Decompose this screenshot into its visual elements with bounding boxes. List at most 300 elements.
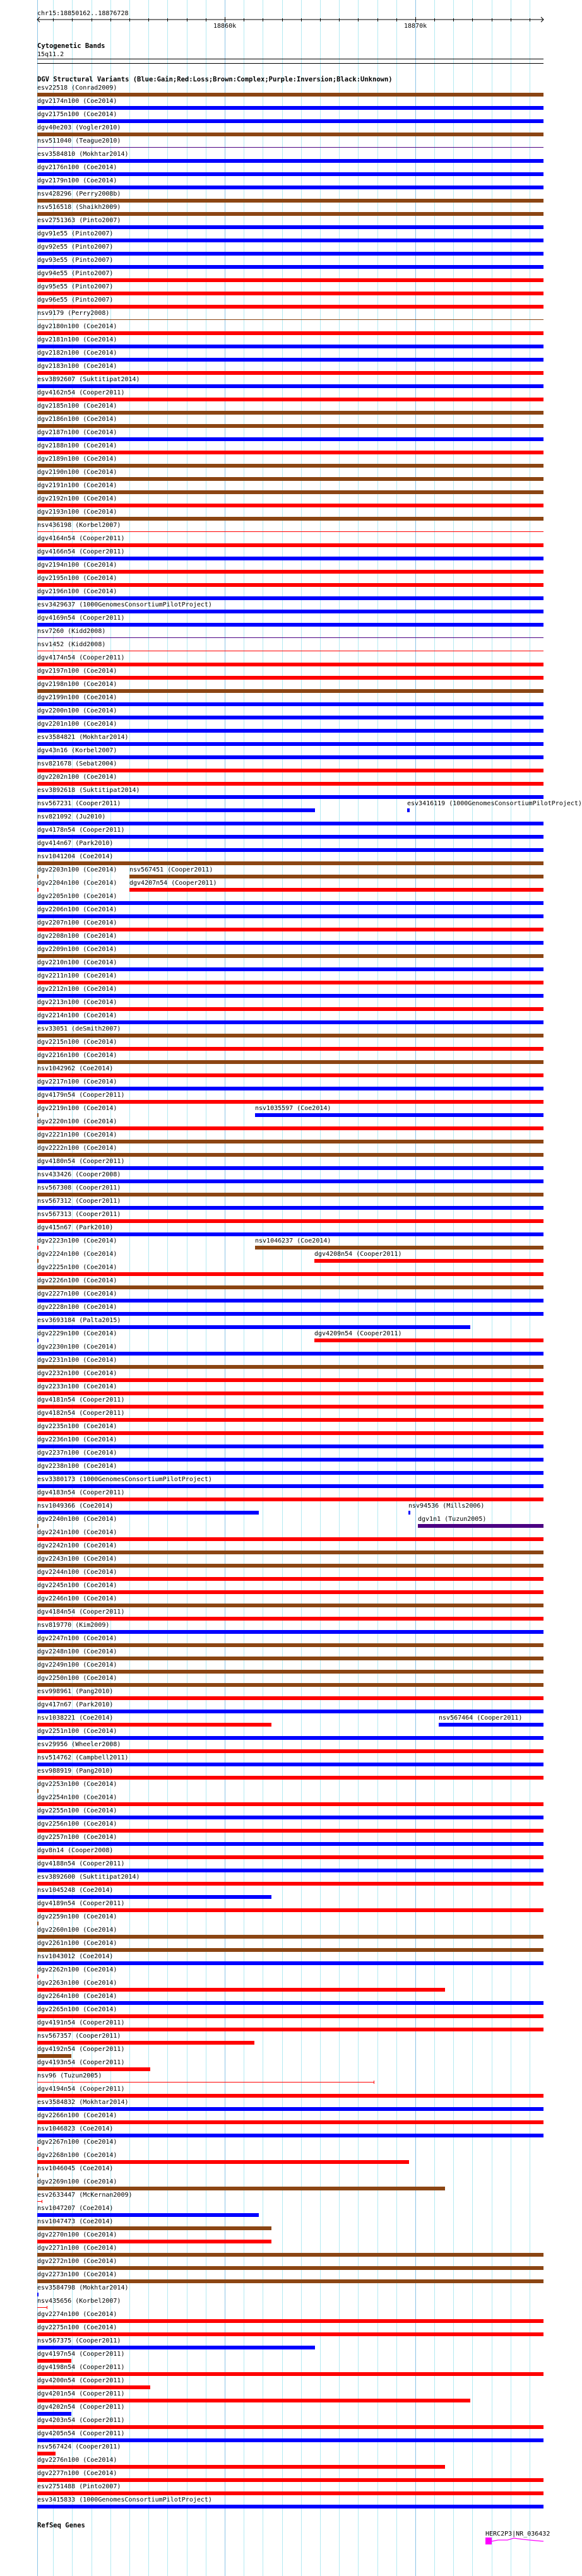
variant-label[interactable]: esv29956 (Wheeler2008) — [37, 1741, 121, 1748]
variant-bar[interactable] — [37, 1590, 543, 1594]
variant-label[interactable]: dgv4209n54 (Cooper2011) — [314, 1330, 402, 1337]
variant-bar[interactable] — [37, 676, 543, 680]
variant-bar[interactable] — [37, 531, 543, 532]
variant-bar[interactable] — [37, 901, 543, 905]
variant-bar[interactable] — [37, 265, 543, 269]
variant-label[interactable]: dgv2268n100 (Coe2014) — [37, 2152, 117, 2159]
variant-bar[interactable] — [37, 1895, 271, 1899]
variant-label[interactable]: esv22518 (Conrad2009) — [37, 85, 117, 92]
variant-bar[interactable] — [37, 1683, 543, 1687]
variant-bar[interactable] — [37, 1246, 39, 1250]
variant-bar[interactable] — [37, 2107, 543, 2111]
variant-label[interactable]: dgv2193n100 (Coe2014) — [37, 509, 117, 516]
variant-bar[interactable] — [37, 596, 543, 600]
variant-label[interactable]: esv2751488 (Pinto2007) — [37, 2483, 121, 2490]
variant-label[interactable]: dgv2224n100 (Coe2014) — [37, 1251, 117, 1258]
variant-bar[interactable] — [37, 2187, 445, 2190]
variant-bar[interactable] — [37, 1604, 543, 1607]
variant-bar[interactable] — [37, 2319, 543, 2323]
variant-bar[interactable] — [37, 199, 543, 203]
variant-label[interactable]: dgv2271n100 (Coe2014) — [37, 2245, 117, 2252]
variant-label[interactable]: nsv516518 (Shaikh2009) — [37, 204, 121, 211]
variant-bar[interactable] — [37, 1087, 543, 1090]
variant-bar[interactable] — [37, 1696, 543, 1700]
variant-label[interactable]: nsv567464 (Cooper2011) — [439, 1715, 523, 1722]
variant-label[interactable]: dgv4208n54 (Cooper2011) — [314, 1251, 402, 1258]
variant-bar[interactable] — [129, 888, 543, 892]
variant-label[interactable]: dgv2264n100 (Coe2014) — [37, 1993, 117, 2000]
variant-bar[interactable] — [37, 1060, 543, 1064]
variant-bar[interactable] — [37, 2054, 71, 2058]
variant-label[interactable]: dgv4164n54 (Cooper2011) — [37, 535, 125, 542]
variant-bar[interactable] — [37, 1431, 543, 1435]
variant-label[interactable]: nsv514762 (Campbell2011) — [37, 1754, 129, 1761]
variant-label[interactable]: dgv4189n54 (Cooper2011) — [37, 1900, 125, 1907]
variant-bar[interactable] — [37, 954, 543, 958]
variant-label[interactable]: dgv2265n100 (Coe2014) — [37, 2006, 117, 2013]
variant-bar[interactable] — [37, 689, 543, 693]
variant-bar[interactable] — [37, 2293, 39, 2296]
variant-label[interactable]: nsv567424 (Cooper2011) — [37, 2443, 121, 2450]
variant-label[interactable]: nsv1042962 (Coe2014) — [37, 1065, 114, 1072]
variant-label[interactable]: dgv2183n100 (Coe2014) — [37, 363, 117, 370]
variant-label[interactable]: dgv2225n100 (Coe2014) — [37, 1264, 117, 1271]
variant-label[interactable]: dgv4197n54 (Cooper2011) — [37, 2351, 125, 2358]
variant-bar[interactable] — [37, 1391, 543, 1395]
variant-label[interactable]: esv3584810 (Mokhtar2014) — [37, 151, 129, 158]
variant-bar[interactable] — [37, 1975, 39, 1978]
variant-label[interactable]: dgv2189n100 (Coe2014) — [37, 456, 117, 463]
variant-label[interactable]: dgv415n67 (Park2010) — [37, 1224, 114, 1231]
variant-bar[interactable] — [37, 941, 543, 945]
variant-label[interactable]: esv3693184 (Palta2015) — [37, 1317, 121, 1324]
variant-bar[interactable] — [37, 835, 543, 839]
variant-label[interactable]: dgv2204n100 (Coe2014) — [37, 880, 117, 887]
variant-label[interactable]: dgv2202n100 (Coe2014) — [37, 774, 117, 781]
variant-label[interactable]: nsv96 (Tuzun2005) — [37, 2072, 102, 2079]
variant-bar[interactable] — [37, 2491, 543, 2495]
variant-bar[interactable] — [37, 1153, 543, 1157]
variant-label[interactable]: dgv4166n54 (Cooper2011) — [37, 548, 125, 555]
variant-label[interactable]: dgv2277n100 (Coe2014) — [37, 2470, 117, 2477]
variant-bar[interactable] — [37, 358, 543, 362]
variant-bar[interactable] — [37, 2359, 71, 2363]
variant-label[interactable]: dgv91e55 (Pinto2007) — [37, 230, 114, 237]
variant-label[interactable]: dgv2195n100 (Coe2014) — [37, 575, 117, 582]
variant-bar[interactable] — [37, 1445, 543, 1448]
variant-label[interactable]: esv2751363 (Pinto2007) — [37, 217, 121, 224]
variant-bar[interactable] — [37, 2266, 543, 2270]
variant-bar[interactable] — [37, 147, 543, 148]
variant-bar[interactable] — [37, 1259, 39, 1263]
variant-label[interactable]: dgv96e55 (Pinto2007) — [37, 297, 114, 304]
variant-bar[interactable] — [37, 1073, 543, 1077]
variant-bar[interactable] — [37, 1179, 543, 1183]
variant-label[interactable]: esv3584798 (Mokhtar2014) — [37, 2284, 129, 2291]
variant-bar[interactable] — [37, 742, 543, 746]
variant-label[interactable]: nsv567312 (Cooper2011) — [37, 1198, 121, 1205]
variant-bar[interactable] — [37, 1020, 543, 1024]
variant-label[interactable]: dgv2238n100 (Coe2014) — [37, 1463, 117, 1470]
variant-bar[interactable] — [37, 384, 543, 388]
variant-label[interactable]: dgv2242n100 (Coe2014) — [37, 1542, 117, 1549]
variant-label[interactable]: dgv2209n100 (Coe2014) — [37, 946, 117, 953]
variant-label[interactable]: dgv4191n54 (Cooper2011) — [37, 2019, 125, 2026]
variant-bar[interactable] — [37, 504, 543, 507]
variant-label[interactable]: dgv2232n100 (Coe2014) — [37, 1370, 117, 1377]
variant-label[interactable]: dgv2241n100 (Coe2014) — [37, 1529, 117, 1536]
variant-label[interactable]: esv3416119 (1000GenomesConsortiumPilotProject) — [407, 800, 582, 807]
variant-bar[interactable] — [37, 292, 543, 295]
variant-label[interactable]: dgv8n14 (Cooper2008) — [37, 1847, 114, 1854]
variant-bar[interactable] — [37, 305, 543, 309]
variant-bar[interactable] — [37, 702, 543, 706]
variant-label[interactable]: dgv414n67 (Park2010) — [37, 840, 114, 847]
variant-bar[interactable] — [37, 119, 543, 123]
variant-bar[interactable] — [37, 490, 543, 494]
variant-bar[interactable] — [37, 451, 543, 454]
variant-bar[interactable] — [407, 808, 410, 812]
variant-bar[interactable] — [37, 1789, 39, 1793]
variant-bar[interactable] — [37, 2028, 543, 2031]
variant-bar[interactable] — [37, 345, 543, 348]
variant-label[interactable]: esv3892600 (Suktitipat2014) — [37, 1874, 140, 1881]
variant-label[interactable]: dgv2186n100 (Coe2014) — [37, 416, 117, 423]
variant-label[interactable]: dgv4179n54 (Cooper2011) — [37, 1092, 125, 1099]
variant-label[interactable]: dgv2212n100 (Coe2014) — [37, 986, 117, 993]
variant-bar[interactable] — [37, 914, 543, 918]
variant-bar[interactable] — [37, 517, 543, 521]
variant-label[interactable]: nsv436198 (Korbel2007) — [37, 522, 121, 529]
variant-bar[interactable] — [37, 212, 543, 216]
variant-bar[interactable] — [314, 1259, 543, 1263]
variant-label[interactable]: dgv2250n100 (Coe2014) — [37, 1675, 117, 1682]
variant-label[interactable]: dgv2174n100 (Coe2014) — [37, 98, 117, 105]
variant-bar[interactable] — [37, 464, 543, 468]
variant-bar[interactable] — [37, 1471, 543, 1475]
variant-bar[interactable] — [37, 93, 543, 97]
variant-bar[interactable] — [37, 2385, 150, 2389]
variant-bar[interactable] — [37, 1007, 543, 1011]
variant-label[interactable]: nsv94536 (Mills2006) — [408, 1503, 485, 1510]
variant-label[interactable]: esv3380173 (1000GenomesConsortiumPilotProject) — [37, 1476, 212, 1483]
variant-label[interactable]: nsv1046045 (Coe2014) — [37, 2165, 114, 2172]
variant-bar[interactable] — [37, 252, 543, 256]
variant-bar[interactable] — [37, 1299, 543, 1303]
variant-bar[interactable] — [37, 981, 543, 984]
variant-bar[interactable] — [37, 2147, 39, 2151]
variant-bar[interactable] — [37, 1802, 543, 1806]
variant-label[interactable]: dgv2249n100 (Coe2014) — [37, 1662, 117, 1669]
variant-label[interactable]: nsv821092 (Ju2010) — [37, 813, 106, 820]
variant-bar[interactable] — [37, 2346, 315, 2349]
variant-label[interactable]: dgv2191n100 (Coe2014) — [37, 482, 117, 489]
variant-bar[interactable] — [418, 1524, 543, 1528]
variant-bar[interactable] — [37, 663, 543, 666]
variant-bar[interactable] — [37, 1657, 543, 1660]
variant-label[interactable]: dgv2251n100 (Coe2014) — [37, 1728, 117, 1735]
variant-bar[interactable] — [37, 1630, 543, 1634]
variant-label[interactable]: dgv2215n100 (Coe2014) — [37, 1039, 117, 1046]
variant-label[interactable]: dgv2244n100 (Coe2014) — [37, 1569, 117, 1576]
variant-bar[interactable] — [37, 1842, 543, 1846]
variant-label[interactable]: nsv1041204 (Coe2014) — [37, 853, 114, 860]
variant-label[interactable]: dgv92e55 (Pinto2007) — [37, 244, 114, 251]
variant-label[interactable]: dgv2262n100 (Coe2014) — [37, 1966, 117, 1973]
variant-label[interactable]: dgv4181n54 (Cooper2011) — [37, 1397, 125, 1403]
variant-label[interactable]: dgv1n1 (Tuzun2005) — [418, 1516, 487, 1523]
variant-label[interactable]: dgv2203n100 (Coe2014) — [37, 866, 117, 873]
variant-bar[interactable] — [37, 1272, 543, 1276]
variant-label[interactable]: nsv567357 (Cooper2011) — [37, 2033, 121, 2040]
variant-bar[interactable] — [37, 2478, 543, 2482]
variant-label[interactable]: esv3429637 (1000GenomesConsortiumPilotProject) — [37, 601, 212, 608]
variant-label[interactable]: dgv2214n100 (Coe2014) — [37, 1012, 117, 1019]
variant-label[interactable]: nsv9179 (Perry2008) — [37, 310, 110, 317]
variant-label[interactable]: esv988919 (Pang2010) — [37, 1768, 114, 1775]
variant-label[interactable]: nsv567313 (Cooper2011) — [37, 1211, 121, 1218]
variant-label[interactable]: dgv4192n54 (Cooper2011) — [37, 2046, 125, 2053]
variant-label[interactable]: dgv2273n100 (Coe2014) — [37, 2271, 117, 2278]
variant-label[interactable]: nsv511040 (Teague2010) — [37, 138, 121, 145]
variant-bar[interactable] — [37, 769, 543, 772]
variant-bar[interactable] — [37, 1577, 543, 1581]
variant-bar[interactable] — [37, 398, 543, 401]
variant-bar[interactable] — [37, 1564, 543, 1568]
variant-label[interactable]: dgv4169n54 (Cooper2011) — [37, 615, 125, 622]
variant-bar[interactable] — [37, 1948, 543, 1952]
variant-bar[interactable] — [37, 1537, 543, 1541]
variant-label[interactable]: dgv2196n100 (Coe2014) — [37, 588, 117, 595]
variant-bar[interactable] — [37, 186, 543, 189]
variant-label[interactable]: dgv2266n100 (Coe2014) — [37, 2112, 117, 2119]
variant-label[interactable]: dgv2220n100 (Coe2014) — [37, 1118, 117, 1125]
variant-label[interactable]: dgv2272n100 (Coe2014) — [37, 2258, 117, 2265]
variant-label[interactable]: nsv567451 (Cooper2011) — [129, 866, 213, 873]
variant-label[interactable]: nsv567308 (Cooper2011) — [37, 1185, 121, 1191]
variant-label[interactable]: dgv2226n100 (Coe2014) — [37, 1277, 117, 1284]
variant-bar[interactable] — [37, 371, 543, 375]
variant-label[interactable]: dgv2221n100 (Coe2014) — [37, 1131, 117, 1138]
variant-label[interactable]: dgv2219n100 (Coe2014) — [37, 1105, 117, 1112]
variant-label[interactable]: dgv43n16 (Korbel2007) — [37, 747, 117, 754]
variant-bar[interactable] — [37, 782, 543, 786]
variant-label[interactable]: dgv2176n100 (Coe2014) — [37, 164, 117, 171]
variant-bar[interactable] — [37, 133, 543, 136]
variant-bar[interactable] — [37, 2094, 543, 2098]
variant-bar[interactable] — [37, 1285, 543, 1289]
variant-label[interactable]: dgv2182n100 (Coe2014) — [37, 350, 117, 357]
variant-label[interactable]: esv3584821 (Mokhtar2014) — [37, 734, 129, 741]
variant-bar[interactable] — [37, 755, 543, 759]
variant-label[interactable]: dgv2190n100 (Coe2014) — [37, 469, 117, 476]
variant-label[interactable]: dgv2213n100 (Coe2014) — [37, 999, 117, 1006]
variant-bar[interactable] — [37, 2240, 271, 2243]
variant-bar[interactable] — [37, 1829, 543, 1833]
variant-bar[interactable] — [37, 2307, 47, 2308]
variant-bar[interactable] — [37, 2082, 374, 2083]
variant-bar[interactable] — [37, 1338, 39, 1342]
variant-label[interactable]: dgv2255n100 (Coe2014) — [37, 1807, 117, 1814]
variant-bar[interactable] — [37, 1961, 543, 1965]
variant-bar[interactable] — [37, 2226, 271, 2230]
variant-bar[interactable] — [37, 1643, 543, 1647]
variant-label[interactable]: dgv4207n54 (Cooper2011) — [129, 880, 217, 887]
variant-bar[interactable] — [37, 1551, 543, 1554]
variant-label[interactable]: dgv4184n54 (Cooper2011) — [37, 1609, 125, 1616]
variant-label[interactable]: dgv4201n54 (Cooper2011) — [37, 2390, 125, 2397]
variant-bar[interactable] — [37, 570, 543, 574]
variant-label[interactable]: dgv2261n100 (Coe2014) — [37, 1940, 117, 1947]
variant-bar[interactable] — [37, 1736, 543, 1740]
variant-bar[interactable] — [37, 2372, 543, 2376]
variant-bar[interactable] — [314, 1338, 543, 1342]
variant-label[interactable]: dgv2248n100 (Coe2014) — [37, 1648, 117, 1655]
variant-label[interactable]: dgv2200n100 (Coe2014) — [37, 707, 117, 714]
variant-label[interactable]: esv33051 (deSmith2007) — [37, 1025, 121, 1032]
gene-label[interactable]: HERC2P3|NR_036432 — [485, 2531, 550, 2538]
variant-bar[interactable] — [37, 2213, 259, 2217]
variant-label[interactable]: nsv1043012 (Coe2014) — [37, 1953, 114, 1960]
variant-bar[interactable] — [37, 1166, 543, 1170]
variant-label[interactable]: dgv2246n100 (Coe2014) — [37, 1595, 117, 1602]
variant-bar[interactable] — [37, 106, 543, 110]
variant-bar[interactable] — [37, 808, 315, 812]
variant-label[interactable]: dgv2228n100 (Coe2014) — [37, 1304, 117, 1311]
variant-bar[interactable] — [37, 2505, 543, 2508]
variant-label[interactable]: dgv2259n100 (Coe2014) — [37, 1913, 117, 1920]
variant-bar[interactable] — [37, 1113, 39, 1117]
variant-label[interactable]: dgv417n67 (Park2010) — [37, 1701, 114, 1708]
variant-bar[interactable] — [37, 1378, 543, 1382]
variant-bar[interactable] — [37, 2120, 543, 2124]
variant-label[interactable]: dgv2240n100 (Coe2014) — [37, 1516, 117, 1523]
variant-bar[interactable] — [37, 795, 543, 799]
variant-bar[interactable] — [37, 1869, 543, 1872]
variant-bar[interactable] — [37, 1312, 543, 1316]
variant-bar[interactable] — [37, 994, 543, 998]
variant-label[interactable]: dgv2254n100 (Coe2014) — [37, 1794, 117, 1801]
variant-bar[interactable] — [37, 2425, 543, 2429]
variant-label[interactable]: esv3415833 (1000GenomesConsortiumPilotProject) — [37, 2496, 212, 2503]
variant-label[interactable]: dgv4182n54 (Cooper2011) — [37, 1410, 125, 1417]
variant-label[interactable]: nsv435656 (Korbel2007) — [37, 2298, 121, 2305]
variant-bar[interactable] — [37, 1511, 259, 1515]
variant-label[interactable]: dgv2188n100 (Coe2014) — [37, 442, 117, 449]
variant-bar[interactable] — [37, 1365, 543, 1369]
variant-bar[interactable] — [37, 1882, 543, 1886]
variant-label[interactable]: dgv2207n100 (Coe2014) — [37, 919, 117, 926]
variant-label[interactable]: nsv567231 (Cooper2011) — [37, 800, 121, 807]
variant-label[interactable]: dgv4188n54 (Cooper2011) — [37, 1860, 125, 1867]
variant-bar[interactable] — [37, 1219, 543, 1223]
variant-label[interactable]: dgv4205n54 (Cooper2011) — [37, 2430, 125, 2437]
variant-label[interactable]: nsv1038221 (Coe2014) — [37, 1715, 114, 1722]
variant-label[interactable]: nsv1035597 (Coe2014) — [255, 1105, 331, 1112]
variant-bar[interactable] — [37, 1140, 543, 1143]
variant-bar[interactable] — [37, 2452, 56, 2455]
variant-bar[interactable] — [37, 1034, 543, 1037]
variant-bar[interactable] — [37, 2134, 543, 2137]
variant-label[interactable]: nsv821678 (Sebat2004) — [37, 760, 117, 767]
variant-label[interactable]: dgv2257n100 (Coe2014) — [37, 1834, 117, 1841]
variant-bar[interactable] — [37, 1193, 543, 1196]
variant-label[interactable]: dgv2274n100 (Coe2014) — [37, 2311, 117, 2318]
variant-label[interactable]: dgv2180n100 (Coe2014) — [37, 323, 117, 330]
variant-bar[interactable] — [37, 848, 543, 852]
variant-bar[interactable] — [37, 1922, 39, 1925]
variant-label[interactable]: dgv2253n100 (Coe2014) — [37, 1781, 117, 1788]
variant-label[interactable]: dgv2216n100 (Coe2014) — [37, 1052, 117, 1059]
variant-label[interactable]: dgv2227n100 (Coe2014) — [37, 1291, 117, 1297]
variant-bar[interactable] — [37, 1723, 271, 1727]
variant-bar[interactable] — [37, 861, 543, 865]
variant-bar[interactable] — [439, 1723, 543, 1727]
variant-bar[interactable] — [37, 2041, 254, 2045]
variant-bar[interactable] — [37, 1047, 543, 1051]
variant-bar[interactable] — [37, 967, 543, 971]
variant-bar[interactable] — [37, 2399, 470, 2402]
variant-bar[interactable] — [37, 2160, 409, 2164]
variant-label[interactable]: dgv2181n100 (Coe2014) — [37, 336, 117, 343]
variant-bar[interactable] — [37, 411, 543, 415]
variant-bar[interactable] — [37, 319, 543, 320]
variant-bar[interactable] — [37, 716, 543, 719]
variant-bar[interactable] — [37, 1670, 543, 1674]
variant-label[interactable]: dgv2263n100 (Coe2014) — [37, 1980, 117, 1987]
variant-bar[interactable] — [37, 875, 39, 878]
variant-label[interactable]: nsv428296 (Perry2008b) — [37, 191, 121, 198]
variant-label[interactable]: esv2633447 (McKernan2009) — [37, 2192, 133, 2199]
gene-herc2p3[interactable] — [0, 2536, 562, 2546]
variant-label[interactable]: nsv7260 (Kidd2008) — [37, 628, 106, 635]
variant-label[interactable]: nsv1045248 (Coe2014) — [37, 1887, 114, 1894]
variant-bar[interactable] — [37, 2412, 71, 2416]
variant-bar[interactable] — [37, 437, 543, 441]
variant-bar[interactable] — [37, 1232, 543, 1236]
variant-label[interactable]: dgv2229n100 (Coe2014) — [37, 1330, 117, 1337]
variant-label[interactable]: dgv2243n100 (Coe2014) — [37, 1556, 117, 1563]
variant-label[interactable]: dgv2198n100 (Coe2014) — [37, 681, 117, 688]
variant-bar[interactable] — [37, 1908, 543, 1912]
variant-bar[interactable] — [255, 1113, 543, 1117]
variant-bar[interactable] — [37, 2014, 543, 2018]
variant-label[interactable]: dgv2256n100 (Coe2014) — [37, 1821, 117, 1828]
variant-label[interactable]: dgv2236n100 (Coe2014) — [37, 1436, 117, 1443]
variant-label[interactable]: dgv4200n54 (Cooper2011) — [37, 2377, 125, 2384]
variant-label[interactable]: dgv2237n100 (Coe2014) — [37, 1450, 117, 1456]
variant-label[interactable]: dgv2199n100 (Coe2014) — [37, 694, 117, 701]
variant-bar[interactable] — [37, 1749, 543, 1753]
variant-label[interactable]: dgv4183n54 (Cooper2011) — [37, 1489, 125, 1496]
variant-bar[interactable] — [37, 1763, 543, 1766]
variant-label[interactable]: dgv2269n100 (Coe2014) — [37, 2178, 117, 2185]
variant-bar[interactable] — [37, 159, 543, 163]
variant-bar[interactable] — [37, 225, 543, 229]
variant-bar[interactable] — [37, 637, 543, 638]
variant-label[interactable]: nsv819770 (Kim2009) — [37, 1622, 110, 1629]
variant-bar[interactable] — [37, 623, 543, 627]
variant-bar[interactable] — [37, 477, 543, 481]
variant-bar[interactable] — [37, 1100, 543, 1104]
variant-label[interactable]: dgv2247n100 (Coe2014) — [37, 1635, 117, 1642]
variant-label[interactable]: dgv95e55 (Pinto2007) — [37, 283, 114, 290]
variant-bar[interactable] — [37, 278, 543, 282]
variant-bar[interactable] — [37, 543, 543, 547]
variant-label[interactable]: dgv2211n100 (Coe2014) — [37, 972, 117, 979]
variant-label[interactable]: nsv1046237 (Coe2014) — [255, 1238, 331, 1244]
variant-label[interactable]: dgv2206n100 (Coe2014) — [37, 906, 117, 913]
